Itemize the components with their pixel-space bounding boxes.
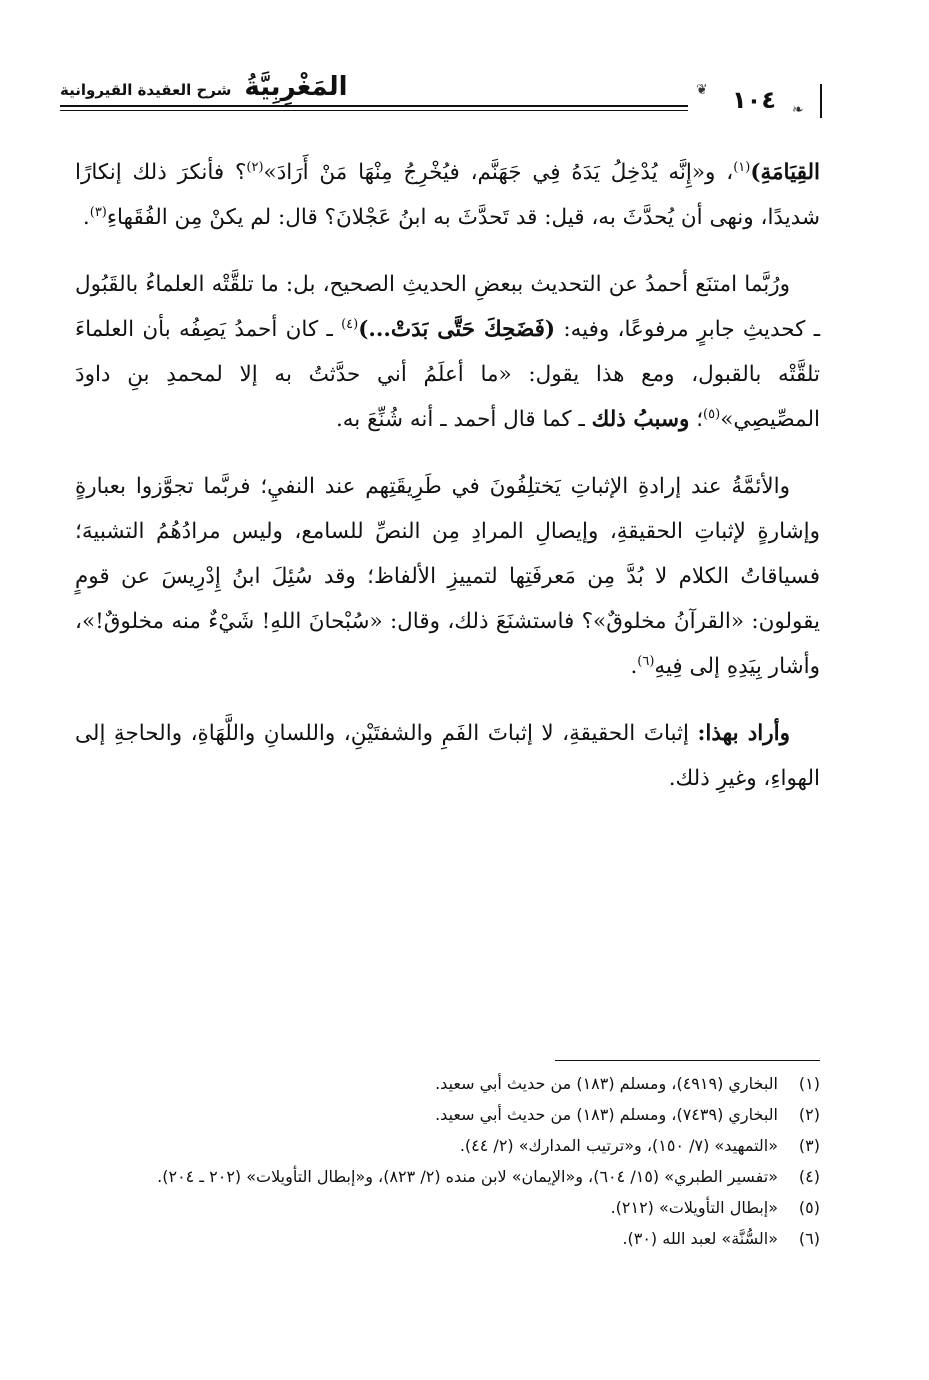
bold-text: وسببُ ذلك [591, 407, 690, 432]
text-run: ؛ [689, 407, 704, 432]
book-title-main: المَغْرِبِيَّةُ [244, 72, 348, 102]
bold-text: وأراد بهذا: [697, 721, 790, 746]
footnote-marker: (٥) [703, 406, 721, 422]
book-title-subtitle: شرح العقيدة القيروانية [60, 81, 232, 99]
paragraph [75, 711, 820, 801]
footnote-text: «تفسير الطبري» (١٥/ ٦٠٤)، و«الإيمان» لابن منده (٢/ ٨٢٣)، و«إبطال التأويلات» (٢٠٢ ـ ٢٠٤). [157, 1167, 778, 1186]
page-number: ١٠٤ [732, 86, 776, 114]
footnote [75, 1192, 820, 1223]
footnotes [75, 1068, 820, 1254]
bold-text: (فَضَحِكَ حَتَّى بَدَتْ...) [358, 317, 556, 342]
footnote-number: (١) [798, 1074, 820, 1093]
text-run: ورُبَّما امتنَع أحمدُ عن التحديث ببعضِ الحديثِ الصحيح، بل: ما تلقَّتْه العلماءُ بالقَبُول ـ كحديثِ جابرٍ مرفوعًا، وفيه: [75, 272, 820, 342]
footnote-text: «التمهيد» (٧/ ١٥٠)، و«ترتيب المدارك» (٢/ ٤٤). [459, 1136, 778, 1155]
footnote-marker: (٣) [89, 204, 107, 220]
bold-text: القِيَامَةِ) [750, 160, 820, 185]
footnote [75, 1130, 820, 1161]
running-header [60, 72, 820, 132]
paragraph [75, 262, 820, 442]
text-run: ؟ فأنكرَ ذلك إنكارًا شديدًا، ونهى أن يُحدَّثَ به، قيل: قد تَحدَّثَ به ابنُ عَجْلانَ؟ قال: لم يكنْ مِن الفُقَهاءِ [75, 160, 820, 230]
book-title [60, 72, 348, 102]
footnote-number: (٣) [798, 1136, 820, 1155]
footnote-text: «السُّنَّة» لعبد الله (٣٠). [622, 1229, 778, 1248]
text-run: إثباتَ الحقيقةِ، لا إثباتَ الفَمِ والشفتَيْنِ، واللسانِ واللَّهَاةِ، والحاجةِ إلى الهواءِ، وغيرِ ذلك. [75, 721, 820, 791]
footnote-marker: (٢) [246, 159, 264, 175]
page-number-frame [688, 84, 822, 118]
text-run: ، و«إِنَّه يُدْخِلُ يَدَهُ فِي جَهَنَّم، فيُخْرِجُ مِنْهَا مَنْ أَرَادَ» [263, 160, 734, 185]
footnote-text: البخاري (٧٤٣٩)، ومسلم (١٨٣) من حديث أبي سعيد. [435, 1105, 778, 1124]
text-run: . [630, 654, 638, 679]
floral-ornament-icon: ❧ [792, 102, 804, 118]
footnote [75, 1161, 820, 1192]
text-run: والأئمَّةُ عند إرادةِ الإثباتِ يَختلِفُونَ في طَرِيقَتِهم عند النفيِ؛ فربَّما تجوَّزوا بعبارةٍ وإشارةٍ لإثباتِ الحقيقةِ، وإيصالِ المرادِ مِن النصِّ للسامع، وليس مرادُهُمُ التشبيهَ؛ فسياقاتُ الكلام لا بُدَّ مِن مَعرفَتِها لتمييزِ الألفاظ؛ وقد سُئِلَ ابنُ إِدْرِيسَ عن قومٍ يقولون: «القرآنُ مخلوقٌ»؟ فاستشنَعَ ذلك، وقال: «سُبْحانَ اللهِ! شَيْءٌ منه مخلوقٌ!»، وأشار بِيَدِهِ إلى فِيهِ [75, 474, 820, 679]
footnote [75, 1099, 820, 1130]
main-text [75, 150, 820, 823]
footnote [75, 1223, 820, 1254]
footnote-separator [555, 1060, 820, 1061]
footnote [75, 1068, 820, 1099]
footnote-number: (٥) [798, 1198, 820, 1217]
paragraph [75, 464, 820, 689]
footnote-text: «إبطال التأويلات» (٢١٢). [610, 1198, 778, 1217]
footnote-number: (٢) [798, 1105, 820, 1124]
footnote-number: (٦) [798, 1229, 820, 1248]
footnote-marker: (١) [733, 159, 751, 175]
footnote-text: البخاري (٤٩١٩)، ومسلم (١٨٣) من حديث أبي سعيد. [435, 1074, 778, 1093]
text-run: . [82, 205, 90, 230]
footnote-marker: (٤) [341, 316, 359, 332]
paragraph [75, 150, 820, 240]
text-run: ـ كما قال أحمد ـ أنه شُنِّعَ به. [335, 407, 592, 432]
text-run: ـ كان أحمدُ يَصِفُه بأن العلماءَ تلقَّتْه بالقبول، ومع هذا يقول: «ما أعلَمُ أني حدَّثتُ به إلا لمحمدِ بنِ داودَ المصِّيصِي» [75, 317, 820, 432]
floral-ornament-icon: ❦ [696, 82, 708, 98]
footnote-number: (٤) [798, 1167, 820, 1186]
footnote-marker: (٦) [637, 653, 655, 669]
